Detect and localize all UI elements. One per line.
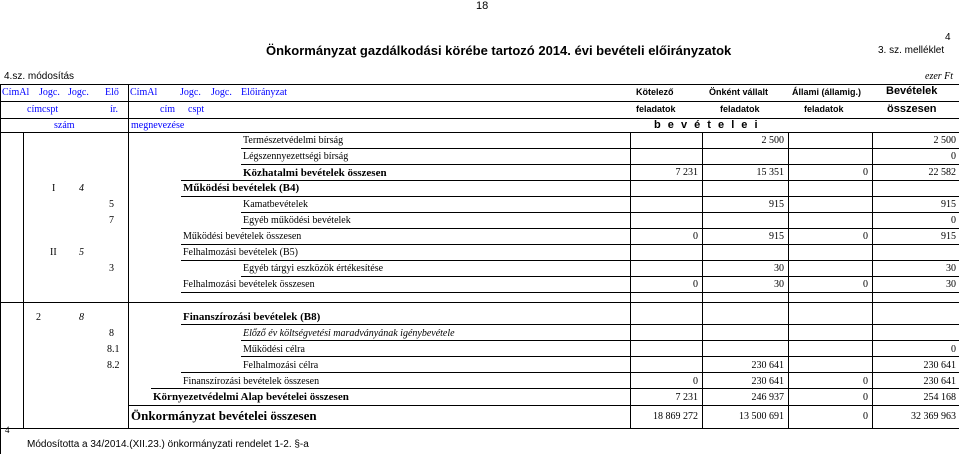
cell-kotelezo: 0	[693, 231, 698, 242]
cell-allami: 0	[863, 411, 868, 422]
row-label: Felhalmozási bevételek összesen	[183, 279, 315, 290]
value-col-line	[872, 132, 873, 428]
hdr-jogc-1: Jogc.	[39, 87, 60, 98]
section-line	[0, 302, 959, 303]
row-label: Közhatalmi bevételek összesen	[243, 167, 387, 179]
col1-line	[23, 132, 24, 428]
row-label: Felhalmozási bevételek (B5)	[183, 247, 298, 258]
value-col-line	[630, 132, 631, 428]
cell-osszesen: 230 641	[923, 360, 956, 371]
row-code-3: 5	[109, 199, 114, 210]
cell-osszesen: 22 582	[928, 167, 956, 178]
row-label: Működési bevételek (B4)	[183, 182, 300, 194]
row-code-1: 2	[36, 312, 41, 323]
row-code-3: 8.1	[107, 344, 120, 355]
cell-kotelezo: 0	[693, 279, 698, 290]
annex-label: 3. sz. melléklet	[878, 45, 945, 56]
cell-osszesen: 254 168	[923, 392, 956, 403]
value-col-line	[788, 132, 789, 428]
hdr-feladatok-3: feladatok	[804, 104, 844, 114]
row-line	[241, 356, 959, 357]
hdr-elo: Elő	[105, 87, 119, 98]
cell-onkent: 2 500	[761, 135, 784, 146]
hdr-feladatok-1: feladatok	[636, 104, 676, 114]
hdr-ir: ír.	[110, 104, 119, 115]
row-line	[128, 405, 959, 406]
hdr-feladatok-2: feladatok	[720, 104, 760, 114]
row-line	[181, 244, 959, 245]
cell-allami: 0	[863, 279, 868, 290]
cell-kotelezo: 18 869 272	[653, 411, 698, 422]
hdr-cim: cím	[160, 104, 175, 115]
row-line	[181, 260, 959, 261]
hdr-cimcspt: címcspt	[27, 104, 59, 115]
hdr-jogc-3: Jogc.	[180, 87, 201, 98]
hdr-jogc-2: Jogc.	[68, 87, 89, 98]
left-border	[0, 84, 1, 454]
hdr-kotelezo: Kötelező	[636, 87, 674, 97]
hdr-szam: szám	[54, 120, 75, 131]
page-number: 18	[476, 0, 489, 12]
cell-osszesen: 2 500	[933, 135, 956, 146]
hdr-allami: Állami (államig.)	[792, 87, 862, 97]
cell-osszesen: 30	[946, 263, 956, 274]
row-line	[241, 164, 959, 165]
cell-kotelezo: 7 231	[675, 167, 698, 178]
hdr-cspt: cspt	[188, 104, 205, 115]
row-label: Önkormányzat bevételei összesen	[131, 408, 317, 423]
header-top-line	[0, 84, 959, 85]
cell-onkent: 30	[774, 279, 784, 290]
cell-kotelezo: 0	[693, 376, 698, 387]
cell-onkent: 30	[774, 263, 784, 274]
cell-onkent: 230 641	[751, 360, 784, 371]
row-code-3: 8.2	[107, 360, 120, 371]
value-col-line	[702, 132, 703, 428]
row-line	[181, 196, 959, 197]
cell-osszesen: 30	[946, 279, 956, 290]
cell-osszesen: 0	[951, 344, 956, 355]
cell-onkent: 915	[769, 231, 784, 242]
row-line	[241, 340, 959, 341]
row-line	[151, 388, 959, 389]
header-sub-line	[0, 118, 959, 119]
row-label: Egyéb tárgyi eszközök értékesítése	[243, 263, 384, 274]
header-mid-line	[0, 101, 959, 102]
hdr-jogc-4: Jogc.	[211, 87, 232, 98]
col2-line	[128, 84, 129, 428]
cell-osszesen: 915	[941, 199, 956, 210]
annex-number: 4	[945, 32, 951, 43]
cell-osszesen: 230 641	[923, 376, 956, 387]
row-line	[241, 212, 959, 213]
cell-onkent: 13 500 691	[739, 411, 784, 422]
cell-onkent: 15 351	[756, 167, 784, 178]
cell-allami: 0	[863, 376, 868, 387]
row-code-3: 8	[109, 328, 114, 339]
cell-allami: 0	[863, 231, 868, 242]
header-bottom-line	[0, 132, 959, 133]
row-label: Légszennyezettségi bírság	[243, 151, 349, 162]
cell-allami: 0	[863, 392, 868, 403]
footer-number: 4	[5, 425, 10, 435]
row-line	[181, 180, 959, 181]
row-code-3: 7	[109, 215, 114, 226]
row-label: Természetvédelmi bírság	[243, 135, 344, 146]
row-label: Kamatbevételek	[243, 199, 308, 210]
row-code-2: 8	[79, 312, 84, 323]
row-label: Finanszírozási bevételek (B8)	[183, 311, 321, 323]
cell-osszesen: 915	[941, 231, 956, 242]
row-label: Finanszírozási bevételek összesen	[183, 376, 320, 387]
hdr-cimal-1: CímAl	[2, 87, 30, 98]
row-code-2: 4	[79, 183, 84, 194]
row-label: Működési bevételek összesen	[183, 231, 302, 242]
cell-kotelezo: 7 231	[675, 392, 698, 403]
row-code-1: II	[50, 247, 57, 258]
hdr-eloiranyzat: Előirányzat	[241, 87, 288, 98]
row-line	[181, 324, 959, 325]
row-line	[181, 292, 959, 293]
cell-allami: 0	[863, 167, 868, 178]
row-label: Felhalmozási célra	[243, 360, 319, 371]
row-line	[241, 148, 959, 149]
cell-osszesen: 0	[951, 215, 956, 226]
hdr-onkent: Önként vállalt	[709, 87, 769, 97]
row-line	[181, 372, 959, 373]
row-line	[241, 228, 959, 229]
cell-onkent: 915	[769, 199, 784, 210]
hdr-osszesen: összesen	[887, 103, 937, 115]
row-code-2: 5	[79, 247, 84, 258]
hdr-megnevezes: megnevezése	[131, 120, 185, 131]
row-label: Környezetvédelmi Alap bevételei összesen	[153, 391, 349, 403]
row-line	[241, 276, 959, 277]
row-code-1: I	[52, 183, 56, 194]
cell-osszesen: 0	[951, 151, 956, 162]
cell-onkent: 230 641	[751, 376, 784, 387]
cell-osszesen: 32 369 963	[911, 411, 956, 422]
modification-label: 4.sz. módosítás	[4, 71, 75, 82]
table-bottom-line	[0, 428, 959, 429]
cell-onkent: 246 937	[751, 392, 784, 403]
row-label: Előző év költségvetési maradványának igénybevétele	[243, 328, 455, 339]
hdr-bevetelei: b e v é t e l e i	[654, 119, 760, 131]
footnote: Módosította a 34/2014.(XII.23.) önkormányzati rendelet 1-2. §-a	[27, 439, 309, 450]
page-title: Önkormányzat gazdálkodási körébe tartozó 2014. évi bevételi előirányzatok	[266, 43, 732, 58]
hdr-cimal-2: CímAl	[130, 87, 158, 98]
hdr-bevetelek: Bevételek	[886, 85, 938, 97]
row-label: Működési célra	[243, 344, 305, 355]
unit-label: ezer Ft	[925, 71, 954, 82]
row-code-3: 3	[109, 263, 114, 274]
row-label: Egyéb működési bevételek	[243, 215, 351, 226]
